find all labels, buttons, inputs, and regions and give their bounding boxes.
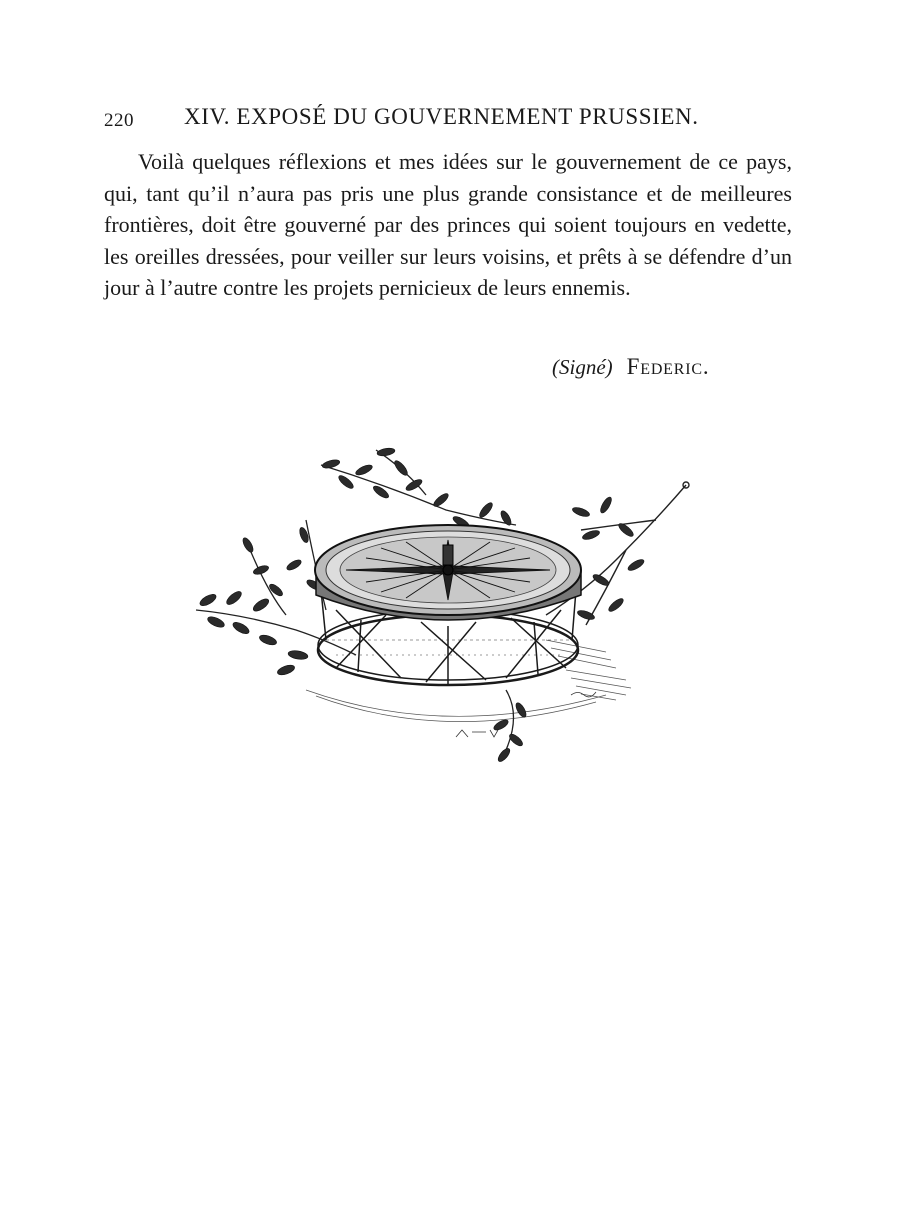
top-leaves <box>321 447 513 530</box>
body-paragraph: Voilà quelques réflexions et mes idées sur le gouvernement de ce pays, qui, tant qu’il n’aura pas pris une plus grande consistance et de meilleures frontières, doit être gouverné par des princes qui soient toujours en vedette, les oreilles dressées, pour veiller sur leurs voisins, et prêts à se défendre d’un jour à l’autre contre les projets pernicieux de leurs ennemis. <box>104 149 792 300</box>
running-head <box>104 104 804 136</box>
bottom-leaves <box>492 701 528 763</box>
right-leaves <box>571 495 645 621</box>
signature-name: Federic. <box>626 354 710 379</box>
signature <box>552 354 709 380</box>
ground-shadow <box>306 640 631 722</box>
left-leaves <box>198 526 322 677</box>
compass-illustration <box>186 440 696 770</box>
signature-label: (Signé) <box>552 355 613 379</box>
page-number: 220 <box>104 110 134 131</box>
chapter-title: XIV. EXPOSÉ DU GOUVERNEMENT PRUSSIEN. <box>184 104 699 129</box>
compass-needle <box>443 545 453 575</box>
